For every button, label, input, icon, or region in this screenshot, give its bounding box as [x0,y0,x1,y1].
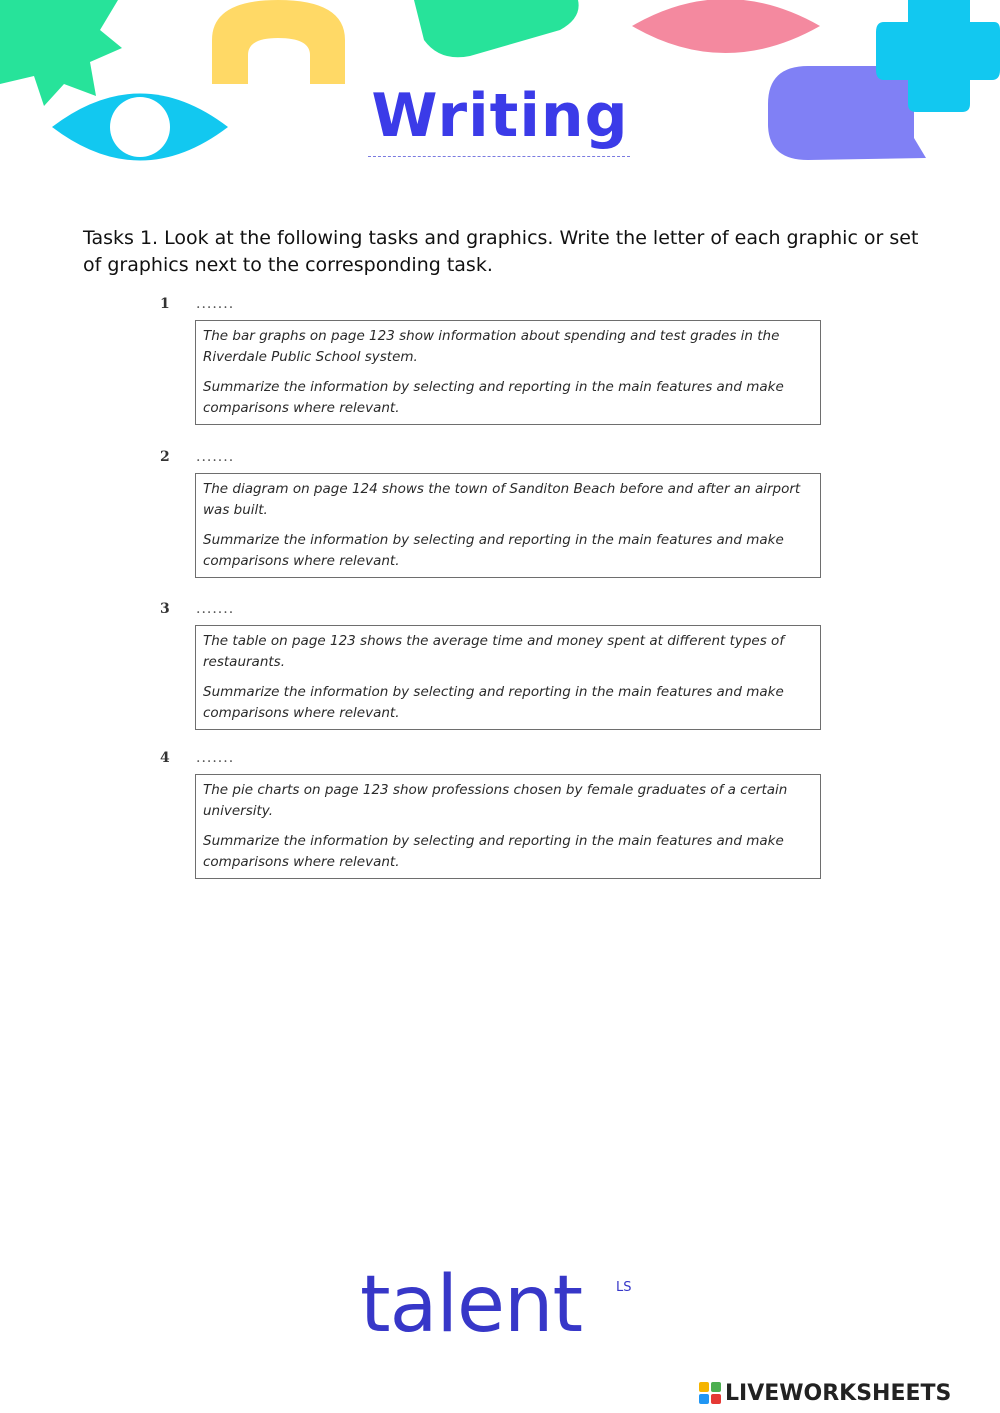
task-instruction: Summarize the information by selecting and reporting in the main features and make comparisons where relevant. [203,833,784,870]
page-title: Writing [371,81,629,151]
speech-bubble-shape [768,66,926,160]
task-box [195,473,821,578]
task-number: 4 [160,750,170,766]
liveworksheets-icon [698,1381,722,1405]
task-box [195,774,821,879]
answer-input[interactable] [196,750,256,766]
logo-suffix: LS [616,1280,632,1295]
task-instruction: Summarize the information by selecting and reporting in the main features and make comparisons where relevant. [203,532,784,569]
instructions-text: Tasks 1. Look at the following tasks and graphics. Write the letter of each graphic or set of graphics next to the corresponding task. [83,227,919,276]
green-leaf-shape [414,0,579,57]
answer-input[interactable] [196,449,256,465]
logo-text: talent [360,1260,583,1350]
talent-logo [360,1260,650,1360]
task-box [195,320,821,425]
green-star-shape [0,0,122,106]
task-description: The table on page 123 shows the average time and money spent at different types of restaurants. [203,633,785,670]
task-item [160,449,822,578]
task-number: 3 [160,601,170,617]
task-number: 1 [160,296,170,312]
task-description: The bar graphs on page 123 show information about spending and test grades in the Riverdale Public School system. [203,328,780,365]
liveworksheets-badge[interactable] [698,1378,998,1408]
task-instruction: Summarize the information by selecting and reporting in the main features and make comparisons where relevant. [203,379,784,416]
task-item [160,296,822,425]
task-item [160,750,822,879]
title-underline [368,156,630,157]
task-description: The pie charts on page 123 show professions chosen by female graduates of a certain university. [203,782,788,819]
task-number: 2 [160,449,170,465]
liveworksheets-text: LIVEWORKSHEETS [725,1380,952,1406]
yellow-arch-shape [212,0,345,84]
task-instruction: Summarize the information by selecting and reporting in the main features and make comparisons where relevant. [203,684,784,721]
eye-shape [52,94,228,161]
task-box [195,625,821,730]
answer-input[interactable] [196,296,256,312]
answer-input[interactable] [196,601,256,617]
task-description: The diagram on page 124 shows the town of Sanditon Beach before and after an airport was built. [203,481,801,518]
task-item [160,601,822,730]
pink-lens-shape [632,0,820,53]
